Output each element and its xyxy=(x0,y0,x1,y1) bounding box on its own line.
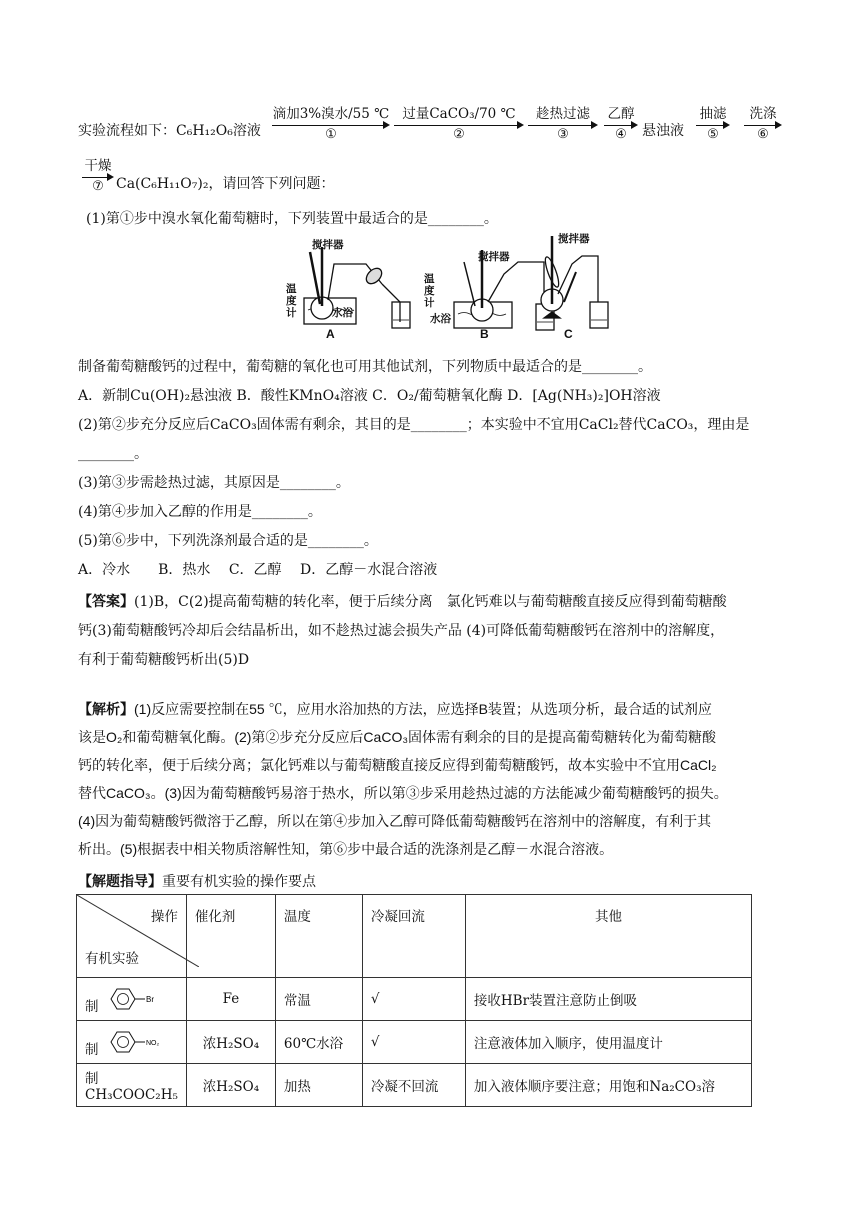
label-thermo-b-2: 度 xyxy=(424,285,435,297)
header-temp: 温度 xyxy=(275,895,362,978)
row-3-catalyst: 浓H₂SO₄ xyxy=(186,1064,275,1107)
answer-line-2: 钙(3)葡萄糖酸钙冷却后会结晶析出，如不趁热过滤会损失产品 (4)可降低葡萄糖酸钙在溶剂中的溶解度， xyxy=(78,623,725,639)
row-3-temp: 加热 xyxy=(275,1064,362,1107)
row-1-other: 接收HBr装置注意防止倒吸 xyxy=(465,978,751,1021)
answer-line-1 xyxy=(78,591,727,611)
corner-top-label: 操作 xyxy=(150,909,178,925)
flow-step-5-label: 抽滤 xyxy=(699,106,727,122)
flow-step-4-label: 乙醇 xyxy=(607,106,635,122)
burner-c xyxy=(544,312,560,318)
table-corner-cell xyxy=(77,895,187,978)
label-a: A xyxy=(326,327,335,341)
label-stirrer-c: 搅拌器 xyxy=(558,233,590,245)
label-thermo-a-2: 度 xyxy=(286,295,297,307)
guide-line xyxy=(78,871,316,891)
arrow-right-icon xyxy=(744,121,782,131)
row-3-reflux: 冷凝不回流 xyxy=(362,1064,465,1107)
flow-step-6 xyxy=(744,102,782,142)
label-bath-a: 水浴 xyxy=(332,307,353,319)
row-1-catalyst: Fe xyxy=(186,978,275,1021)
analysis-tag: 【解析】 xyxy=(78,701,134,717)
flow-step-2-num: ② xyxy=(453,127,465,142)
flow-step-1 xyxy=(272,102,390,142)
analysis-line-2: 该是O₂和葡萄糖氧化酶。(2)第②步充分反应后CaCO₃固体需有剩余的目的是提高葡萄糖转化为葡萄糖酸 xyxy=(78,729,717,745)
analysis-text-1: (1)反应需要控制在55 ℃，应用水浴加热的方法，应选择B装置；从选项分析，最合适的试剂应 xyxy=(134,701,712,717)
arrow-right-icon xyxy=(604,121,638,131)
flow-step-3 xyxy=(528,102,598,142)
benzene-ring-icon xyxy=(103,1027,167,1057)
arrow-right-icon xyxy=(696,121,730,131)
answer-text-1: (1)B，C(2)提高葡萄糖的转化率，便于后续分离 氯化钙难以与葡萄糖酸直接反应得到葡萄糖酸 xyxy=(134,594,727,610)
table-header-row xyxy=(77,895,752,978)
row-2-other: 注意液体加入顺序，使用温度计 xyxy=(465,1021,751,1064)
table-row xyxy=(77,1064,752,1107)
row-1-temp: 常温 xyxy=(275,978,362,1021)
table-row xyxy=(77,1021,752,1064)
flow-step-7-label: 干燥 xyxy=(84,158,112,174)
flow-step-4-num: ④ xyxy=(615,127,627,142)
question-5: (5)第⑥步中，下列洗涤剂最合适的是________。 xyxy=(78,533,378,549)
arrow-right-icon xyxy=(394,121,524,131)
flow-mid-label: 悬浊液 xyxy=(642,123,684,139)
guide-tag: 【解题指导】 xyxy=(78,874,162,890)
flow-step-7 xyxy=(82,154,114,194)
table-row xyxy=(77,978,752,1021)
question-5-options: A．冷水 B．热水 C．乙醇 D．乙醇－水混合溶液 xyxy=(78,562,438,578)
answer-line-3: 有利于葡萄糖酸钙析出(5)D xyxy=(78,652,250,668)
arrow-right-icon xyxy=(82,173,114,183)
flow-step-2-label: 过量CaCO₃/70 ℃ xyxy=(402,106,516,122)
experiment-table xyxy=(76,894,752,1107)
header-reflux: 冷凝回流 xyxy=(362,895,465,978)
row-1-reflux: √ xyxy=(362,978,465,1021)
label-thermo-a-3: 计 xyxy=(286,307,297,319)
row-3-other: 加入液体顺序要注意；用饱和Na₂CO₃溶 xyxy=(465,1064,751,1107)
flow-intro: 实验流程如下：C₆H₁₂O₆溶液 xyxy=(78,123,261,139)
row-1-experiment xyxy=(77,978,187,1021)
flow-step-1-num: ① xyxy=(325,127,337,142)
flow-step-3-num: ③ xyxy=(557,127,569,142)
arrow-right-icon xyxy=(272,121,390,131)
benzene-ring-icon xyxy=(103,984,161,1014)
corner-bottom-label: 有机实验 xyxy=(85,951,139,967)
analysis-line-4: 替代CaCO₃。(3)因为葡萄糖酸钙易溶于热水，所以第③步采用趁热过滤的方法能减少葡萄糖酸钙的损失。 xyxy=(78,785,728,801)
row-3-experiment: 制CH₃COOC₂H₅ xyxy=(77,1064,187,1107)
label-stirrer-a: 搅拌器 xyxy=(312,239,344,251)
row-2-experiment xyxy=(77,1021,187,1064)
guide-text: 重要有机实验的操作要点 xyxy=(162,874,316,890)
label-thermo-b-3: 计 xyxy=(424,297,435,309)
arrow-right-icon xyxy=(528,121,598,131)
flow-step-5 xyxy=(696,102,730,142)
flow-end: Ca(C₆H₁₁O₇)₂，请回答下列问题： xyxy=(116,176,335,192)
question-3: (3)第③步需趁热过滤，其原因是________。 xyxy=(78,475,350,491)
apparatus-figure xyxy=(282,232,622,344)
beaker-c xyxy=(590,302,608,328)
flow-step-7-num: ⑦ xyxy=(92,179,104,194)
question-1b-options: A．新制Cu(OH)₂悬浊液 B．酸性KMnO₄溶液 C．O₂/葡萄糖氧化酶 D．[Ag(NH₃)₂]OH溶液 xyxy=(78,388,661,404)
flow-step-1-label: 滴加3%溴水/55 ℃ xyxy=(272,106,390,122)
thermometer-b xyxy=(464,262,475,306)
question-1b: 制备葡萄糖酸钙的过程中，葡萄糖的氧化也可用其他试剂，下列物质中最适合的是________。 xyxy=(78,359,652,375)
flow-step-6-label: 洗涤 xyxy=(749,106,777,122)
label-b: B xyxy=(480,327,489,341)
analysis-line-6: 析出。(5)根据表中相关物质溶解性知，第⑥步中最合适的洗涤剂是乙醇－水混合溶液。 xyxy=(78,841,614,857)
flow-step-3-label: 趁热过滤 xyxy=(536,106,590,122)
beaker-a xyxy=(392,302,410,328)
flow-step-2 xyxy=(394,102,524,142)
row-1-prefix: 制 xyxy=(85,998,99,1015)
row-2-prefix: 制 xyxy=(85,1041,99,1058)
flow-step-4 xyxy=(604,102,638,142)
question-4: (4)第④步加入乙醇的作用是________。 xyxy=(78,504,322,520)
question-2-line-1: (2)第②步充分反应后CaCO₃固体需有剩余，其目的是________；本实验中不宜用CaCl₂替代CaCO₃，理由是 xyxy=(78,417,750,433)
header-other: 其他 xyxy=(465,895,751,978)
header-catalyst: 催化剂 xyxy=(186,895,275,978)
label-thermo-b-1: 温 xyxy=(424,273,435,285)
row-2-reflux: √ xyxy=(362,1021,465,1064)
answer-tag: 【答案】 xyxy=(78,594,134,610)
label-thermo-a-1: 温 xyxy=(286,283,297,295)
label-stirrer-b: 搅拌器 xyxy=(478,251,510,263)
row-2-catalyst: 浓H₂SO₄ xyxy=(186,1021,275,1064)
question-1: (1)第①步中溴水氧化葡萄糖时，下列装置中最适合的是________。 xyxy=(86,211,498,227)
analysis-line-3: 钙的转化率，便于后续分离；氯化钙难以与葡萄糖酸直接反应得到葡萄糖酸钙，故本实验中不宜用CaCl₂ xyxy=(78,757,717,773)
label-c: C xyxy=(564,327,573,341)
thermometer-a xyxy=(310,252,320,304)
analysis-line-1 xyxy=(78,699,712,719)
row-2-temp: 60℃水浴 xyxy=(275,1021,362,1064)
substituent-no2: NO₂ xyxy=(145,1040,160,1047)
flow-step-5-num: ⑤ xyxy=(707,127,719,142)
substituent-br: Br xyxy=(145,995,154,1004)
label-bath-b: 水浴 xyxy=(430,313,451,325)
flow-step-6-num: ⑥ xyxy=(757,127,769,142)
analysis-line-5: (4)因为葡萄糖酸钙微溶于乙醇，所以在第④步加入乙醇可降低葡萄糖酸钙在溶剂中的溶解度，有利于其 xyxy=(78,813,712,829)
question-2-line-2: ________。 xyxy=(78,446,148,462)
